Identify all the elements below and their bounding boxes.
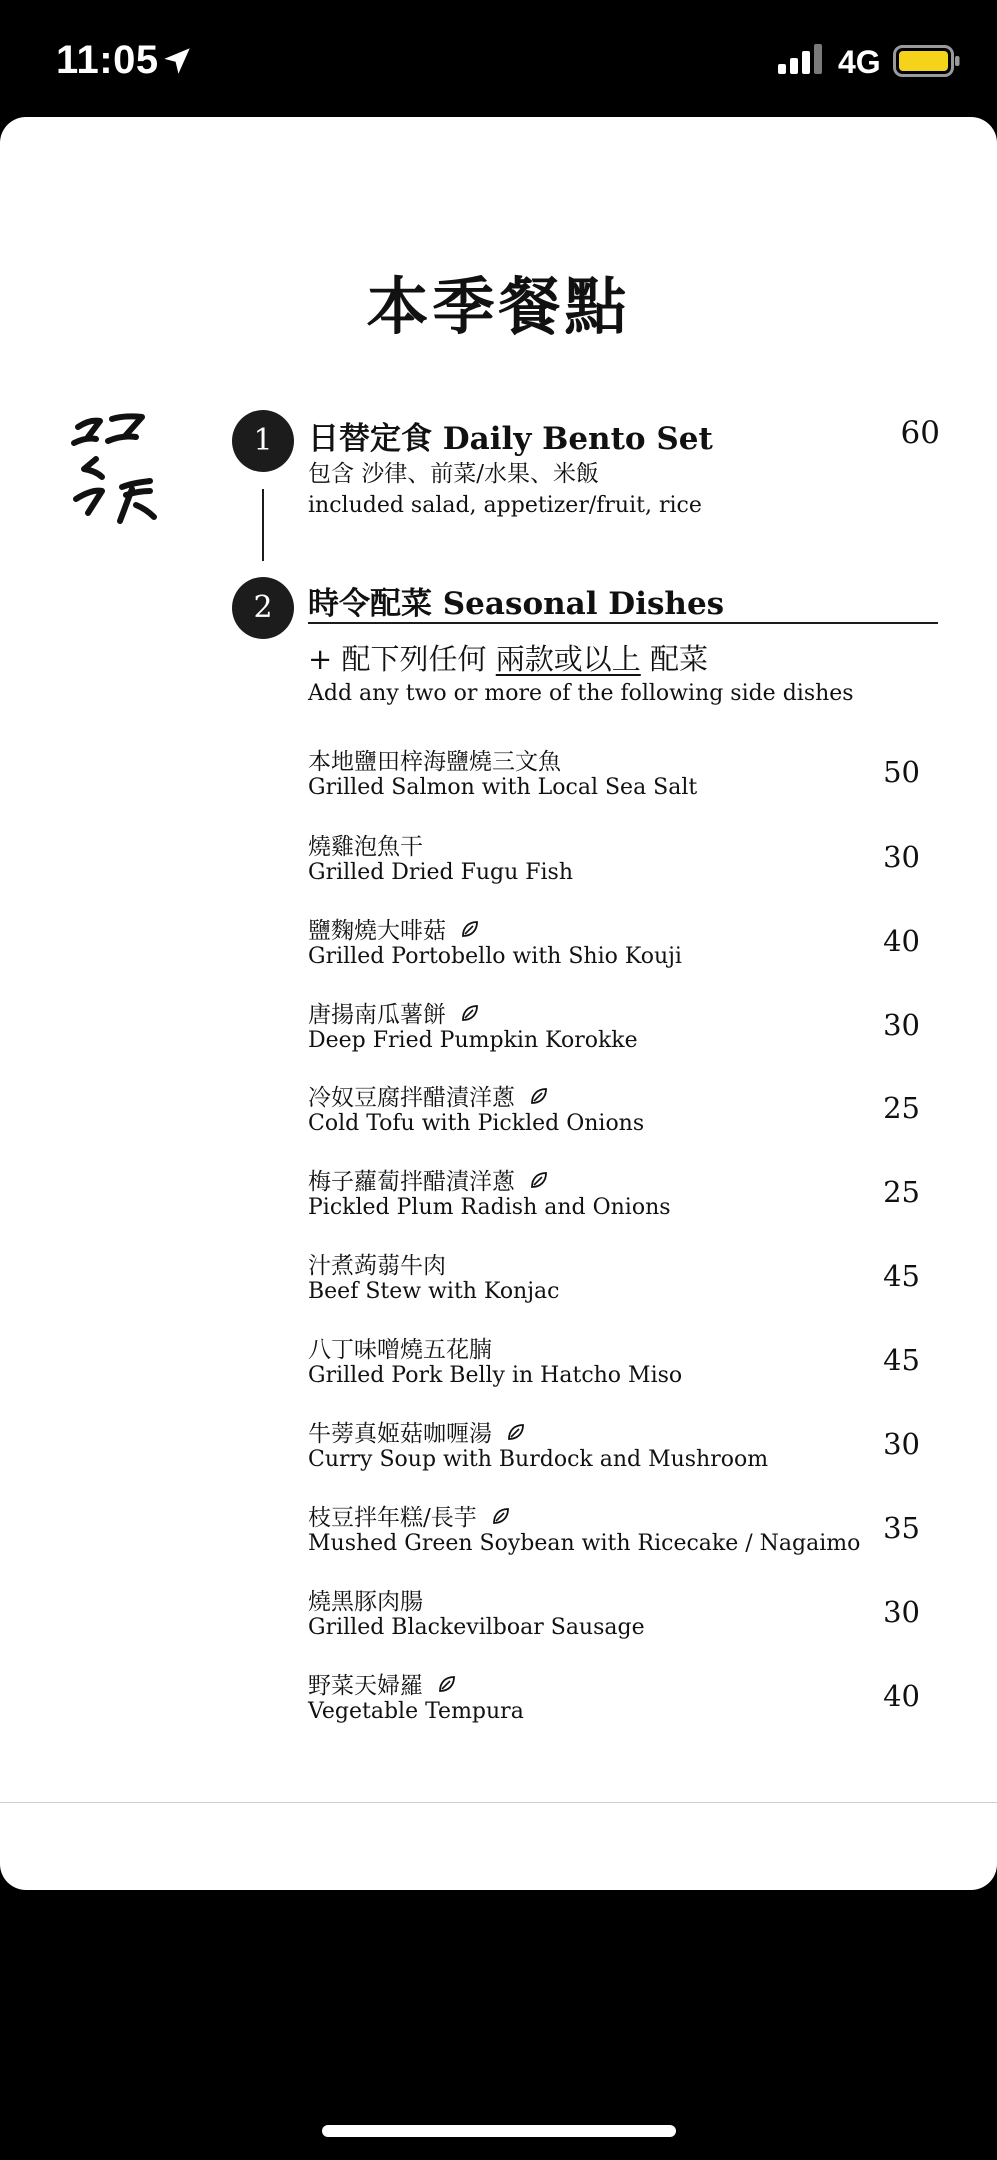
dish-price: 45 bbox=[883, 1343, 920, 1377]
dish-name-en: Cold Tofu with Pickled Onions bbox=[308, 1111, 645, 1136]
step-connector-line bbox=[262, 489, 264, 561]
dish-name-en: Beef Stew with Konjac bbox=[308, 1279, 560, 1304]
vegetarian-leaf-icon bbox=[437, 1674, 457, 1694]
bento-title: 日替定食 Daily Bento Set bbox=[308, 421, 713, 457]
location-arrow-icon bbox=[160, 44, 194, 78]
dish-item bbox=[308, 912, 948, 982]
dish-name-en: Grilled Portobello with Shio Kouji bbox=[308, 944, 682, 969]
dish-price: 30 bbox=[883, 840, 920, 874]
dish-name-zh-text: 唐揚南瓜薯餅 bbox=[308, 1002, 446, 1028]
dish-name-zh bbox=[308, 1415, 526, 1448]
dish-name-zh bbox=[308, 1163, 549, 1196]
menu-card bbox=[0, 117, 997, 1890]
dish-name-en: Vegetable Tempura bbox=[308, 1699, 524, 1724]
dish-name-zh-text: 枝豆拌年糕/長芋 bbox=[308, 1505, 477, 1531]
dish-name-zh bbox=[308, 743, 561, 776]
network-type: 4G bbox=[838, 44, 881, 80]
dish-name-en: Grilled Salmon with Local Sea Salt bbox=[308, 775, 698, 800]
bento-description-zh: 包含 沙律、前菜/水果、米飯 bbox=[308, 461, 600, 487]
dish-name-zh-text: 燒黑豚肉腸 bbox=[308, 1589, 423, 1615]
dish-price: 30 bbox=[883, 1427, 920, 1461]
dish-item bbox=[308, 1499, 948, 1569]
dish-name-en: Grilled Blackevilboar Sausage bbox=[308, 1615, 645, 1640]
bento-price: 60 bbox=[900, 415, 940, 451]
dish-name-zh bbox=[308, 996, 480, 1029]
dish-name-zh-text: 八丁味噌燒五花腩 bbox=[308, 1337, 492, 1363]
dish-name-en: Grilled Dried Fugu Fish bbox=[308, 860, 574, 885]
page-title: 本季餐點 bbox=[366, 270, 631, 343]
dish-price: 50 bbox=[883, 755, 920, 789]
dish-name-en: Curry Soup with Burdock and Mushroom bbox=[308, 1447, 769, 1472]
dish-item bbox=[308, 1247, 948, 1317]
vegetarian-leaf-icon bbox=[491, 1506, 511, 1526]
dish-price: 40 bbox=[883, 924, 920, 958]
dish-name-zh-text: 牛蒡真姬菇咖喱湯 bbox=[308, 1421, 492, 1447]
bottom-divider bbox=[0, 1802, 997, 1803]
dish-name-zh-text: 鹽麴燒大啡菇 bbox=[308, 918, 446, 944]
dish-price: 35 bbox=[883, 1511, 920, 1545]
instruction-zh-prefix: + 配下列任何 bbox=[308, 642, 496, 676]
dish-name-en: Mushed Green Soybean with Ricecake / Nagaimo bbox=[308, 1531, 861, 1556]
dish-name-zh-text: 汁煮蒟蒻牛肉 bbox=[308, 1253, 446, 1279]
dish-item bbox=[308, 996, 948, 1066]
dish-name-zh bbox=[308, 1079, 549, 1112]
instruction-zh-suffix: 配菜 bbox=[640, 642, 708, 676]
status-bar bbox=[0, 0, 997, 118]
instruction-zh bbox=[308, 637, 708, 678]
dish-item bbox=[308, 1079, 948, 1149]
dish-name-zh-text: 野菜天婦羅 bbox=[308, 1673, 423, 1699]
dish-name-zh-text: 燒雞泡魚干 bbox=[308, 834, 423, 860]
dish-price: 25 bbox=[883, 1091, 920, 1125]
dish-name-zh bbox=[308, 1583, 423, 1616]
dish-name-en: Grilled Pork Belly in Hatcho Miso bbox=[308, 1363, 683, 1388]
vegetarian-leaf-icon bbox=[460, 919, 480, 939]
bento-description-en: included salad, appetizer/fruit, rice bbox=[308, 493, 702, 518]
brand-logo bbox=[66, 409, 166, 539]
seasonal-dishes-title: 時令配菜 Seasonal Dishes bbox=[308, 586, 725, 622]
dish-price: 45 bbox=[883, 1259, 920, 1293]
dish-name-zh bbox=[308, 1247, 446, 1280]
dish-name-zh bbox=[308, 1499, 511, 1532]
dish-name-en: Deep Fried Pumpkin Korokke bbox=[308, 1028, 638, 1053]
dish-price: 30 bbox=[883, 1008, 920, 1042]
vegetarian-leaf-icon bbox=[529, 1170, 549, 1190]
dish-price: 40 bbox=[883, 1679, 920, 1713]
section-divider bbox=[308, 622, 938, 624]
dish-name-zh bbox=[308, 828, 423, 861]
dish-name-zh bbox=[308, 1667, 457, 1700]
dish-price: 25 bbox=[883, 1175, 920, 1209]
dish-name-zh bbox=[308, 1331, 492, 1364]
dish-item bbox=[308, 1583, 948, 1653]
home-indicator[interactable] bbox=[322, 2125, 676, 2137]
status-time: 11:05 bbox=[56, 38, 159, 82]
dish-item bbox=[308, 828, 948, 898]
battery-icon bbox=[893, 45, 961, 77]
instruction-zh-underline: 兩款或以上 bbox=[495, 642, 641, 676]
dish-item bbox=[308, 1331, 948, 1401]
dish-item bbox=[308, 1667, 948, 1737]
dish-price: 30 bbox=[883, 1595, 920, 1629]
dish-name-zh-text: 本地鹽田梓海鹽燒三文魚 bbox=[308, 749, 561, 775]
cellular-signal-icon bbox=[778, 44, 826, 74]
step-2-badge: 2 bbox=[232, 577, 294, 639]
vegetarian-leaf-icon bbox=[460, 1003, 480, 1023]
dish-item bbox=[308, 1163, 948, 1233]
step-1-badge: 1 bbox=[232, 410, 294, 472]
dish-name-zh bbox=[308, 912, 480, 945]
vegetarian-leaf-icon bbox=[529, 1086, 549, 1106]
dish-name-zh-text: 冷奴豆腐拌醋漬洋蔥 bbox=[308, 1085, 515, 1111]
instruction-en: Add any two or more of the following side dishes bbox=[308, 681, 854, 706]
dish-name-en: Pickled Plum Radish and Onions bbox=[308, 1195, 671, 1220]
dish-item bbox=[308, 1415, 948, 1485]
dish-name-zh-text: 梅子蘿蔔拌醋漬洋蔥 bbox=[308, 1169, 515, 1195]
dish-item bbox=[308, 743, 948, 813]
vegetarian-leaf-icon bbox=[506, 1422, 526, 1442]
